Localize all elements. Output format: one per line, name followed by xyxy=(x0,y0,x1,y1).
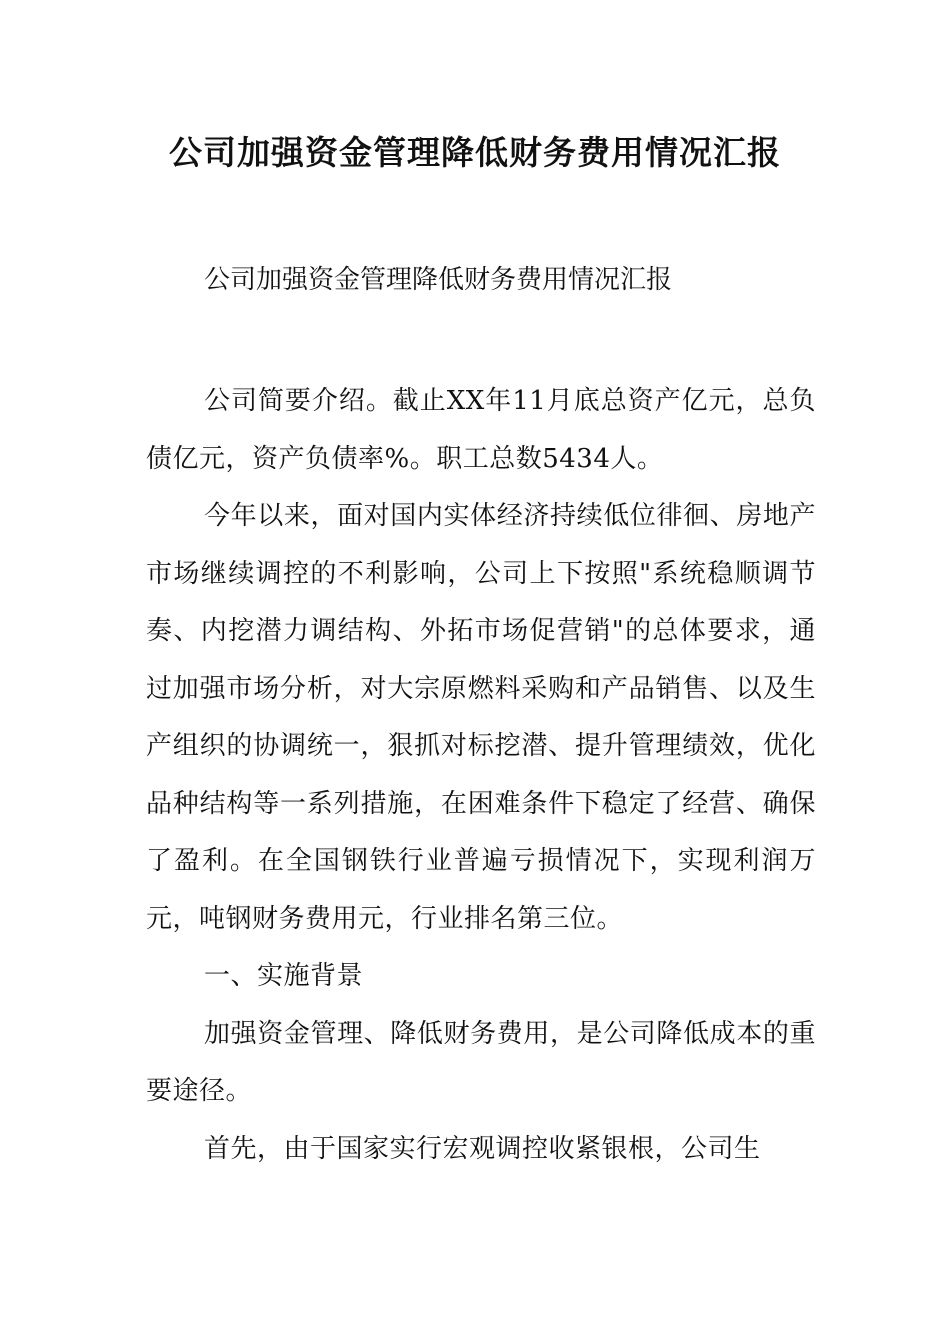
document-subtitle: 公司加强资金管理降低财务费用情况汇报 xyxy=(204,265,673,295)
document-body xyxy=(146,373,816,1178)
paragraph-importance: 加强资金管理、降低财务费用，是公司降低成本的重要途径。 xyxy=(146,1018,816,1106)
paragraph-this-year: 今年以来，面对国内实体经济持续低位徘徊、房地产市场继续调控的不利影响，公司上下按照"系统稳顺调节奏、内挖潜力调结构、外拓市场促营销"的总体要求，通过加强市场分析，对大宗原燃料采购和产品销售、以及生产组织的协调统一，狠抓对标挖潜、提升管理绩效，优化品种结构等一系列措施，在困难条件下稳定了经营、确保了盈利。在全国钢铁行业普遍亏损情况下，实现利润万元，吨钢财务费用元，行业排名第三位。 xyxy=(146,501,816,934)
paragraph-company-intro: 公司简要介绍。截止XX年11月底总资产亿元，总负债亿元，资产负债率%。职工总数5434人。 xyxy=(146,386,816,474)
document-title: 公司加强资金管理降低财务费用情况汇报 xyxy=(169,133,781,172)
paragraph-first: 首先，由于国家实行宏观调控收紧银根，公司生 xyxy=(204,1133,761,1164)
section-heading-background: 一、实施背景 xyxy=(204,961,364,991)
